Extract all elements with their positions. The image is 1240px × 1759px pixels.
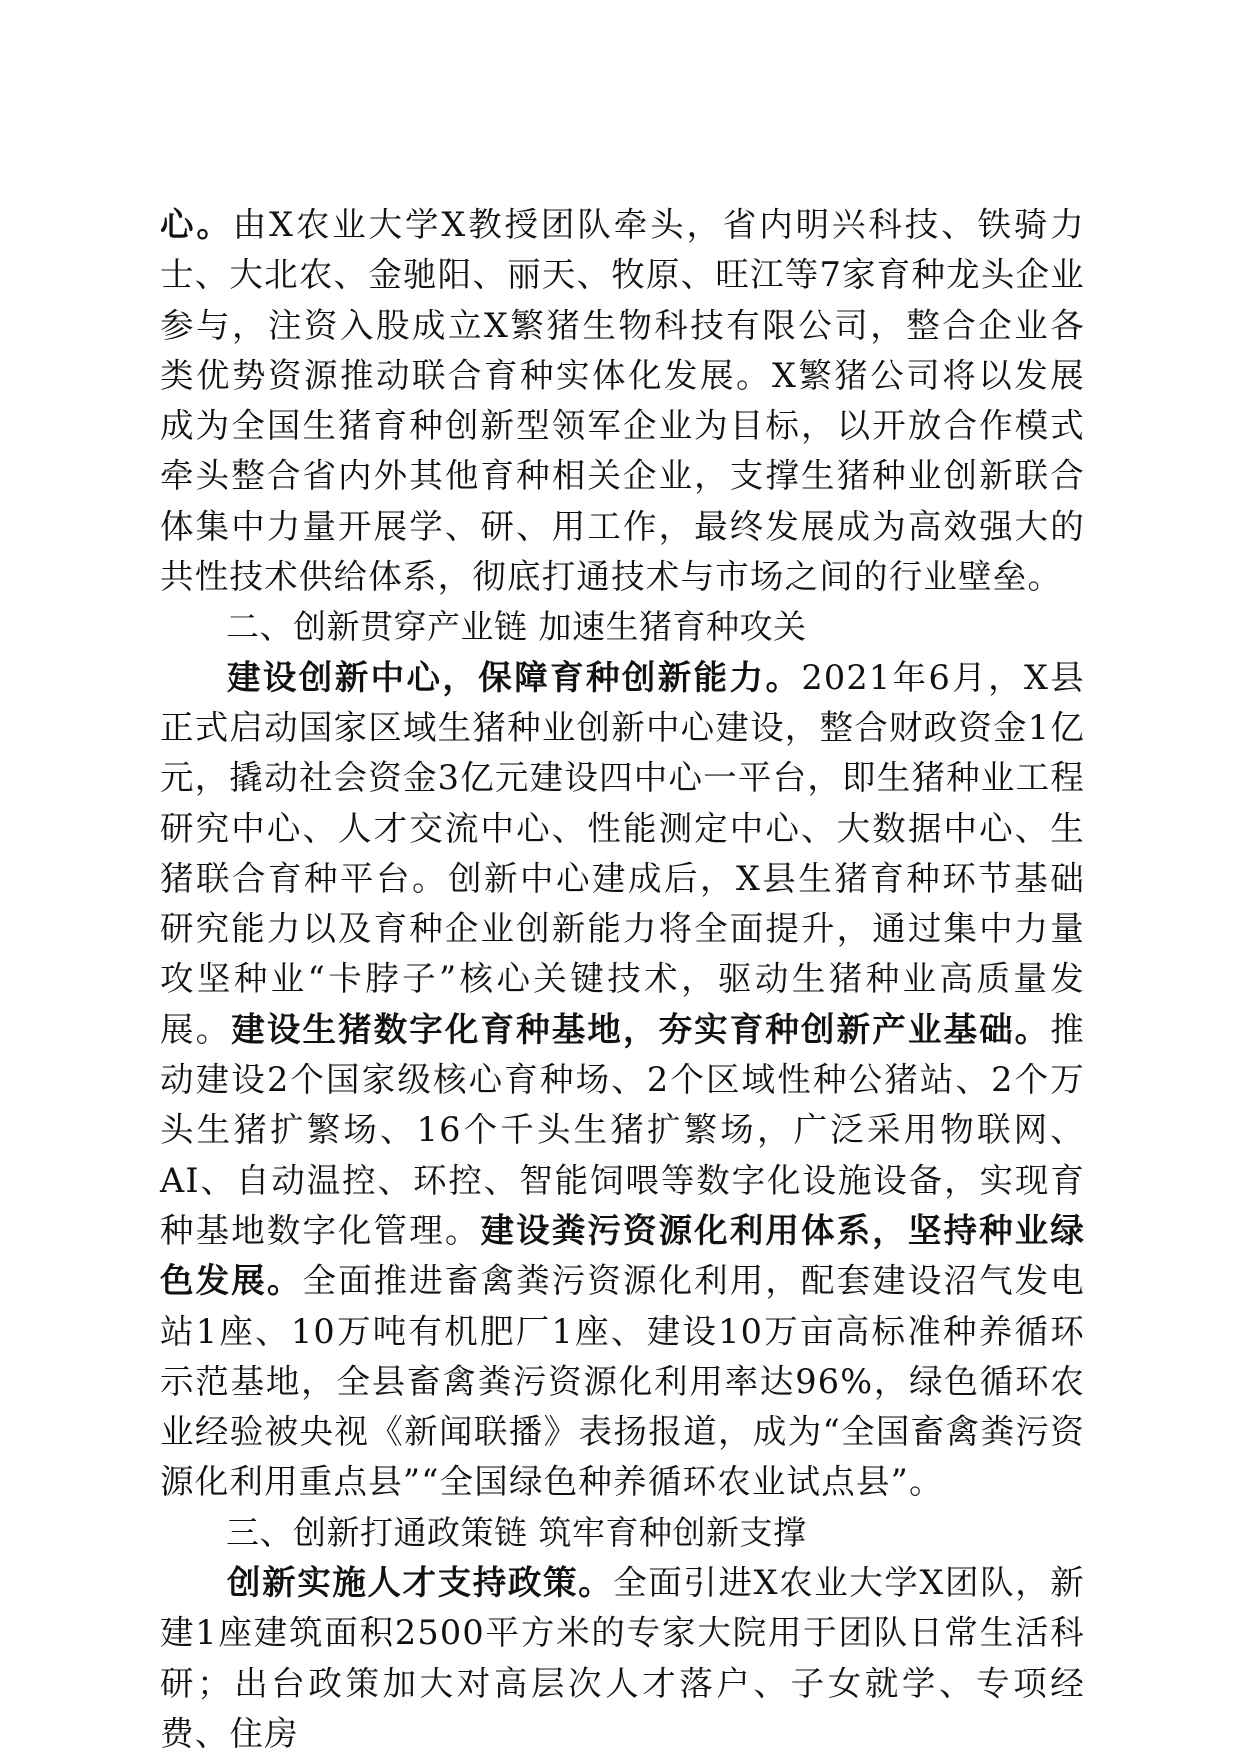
paragraph-2-bold-3: 建设粪污资源化利用体系，坚持种业绿色发展。 bbox=[160, 1210, 1085, 1301]
paragraph-1-lead: 心。 bbox=[160, 205, 233, 244]
paragraph-2-text-3: 全面推进畜禽粪污资源化利用，配套建设沼气发电站1座、10万吨有机肥厂1座、建设10万亩高标准种养循环示范基地，全县畜禽粪污资源化利用率达96%，绿色循环农业经验被央视《新闻联播》表扬报道，成为“全国畜禽粪污资源化利用重点县”“全国绿色种养循环农业试点县”。 bbox=[160, 1261, 1085, 1502]
section-heading-2: 二、创新贯穿产业链 加速生猪育种攻关 bbox=[226, 607, 807, 647]
paragraph-2-text-2: 推动建设2个国家级核心育种场、2个区域性种公猪站、2个万头生猪扩繁场、16个千头生猪扩繁场，广泛采用物联网、AI、自动温控、环控、智能饲喂等数字化设施设备，实现育种基地数字化管理。 bbox=[160, 1009, 1085, 1250]
paragraph-2-bold-2: 建设生猪数字化育种基地，夯实育种创新产业基础。 bbox=[231, 1009, 1051, 1049]
paragraph-2-text-1: 2021年6月，X县正式启动国家区域生猪种业创新中心建设，整合财政资金1亿元，撬动社会资金3亿元建设四中心一平台，即生猪种业工程研究中心、人才交流中心、性能测定中心、大数据中心、生猪联合育种平台。创新中心建成后，X县生猪育种环节基础研究能力以及育种企业创新能力将全面提升，通过集中力量攻坚种业“卡脖子”核心关键技术，驱动生猪种业高质量发展。 bbox=[160, 657, 1086, 1049]
paragraph-3-text-1: 全面引进X农业大学X团队，新建1座建筑面积2500平方米的专家大院用于团队日常生活科研；出台政策加大对高层次人才落户、子女就学、专项经费、住房 bbox=[160, 1563, 1086, 1753]
section-heading-3: 三、创新打通政策链 筑牢育种创新支撑 bbox=[226, 1512, 807, 1552]
paragraph-1-text: 由X农业大学X教授团队牵头，省内明兴科技、铁骑力士、大北农、金驰阳、丽天、牧原、旺江等7家育种龙头企业参与，注资入股成立X繁猪生物科技有限公司，整合企业各类优势资源推动联合育种实体化发展。X繁猪公司将以发展成为全国生猪育种创新型领军企业为目标，以开放合作模式牵头整合省内外其他育种相关企业，支撑生猪种业创新联合体集中力量开展学、研、用工作，最终发展成为高效强大的共性技术供给体系，彻底打通技术与市场之间的行业壁垒。 bbox=[160, 205, 1086, 597]
paragraph-2 bbox=[160, 653, 1085, 1508]
paragraph-2-bold-1: 建设创新中心，保障育种创新能力。 bbox=[227, 657, 802, 697]
paragraph-1 bbox=[160, 200, 1085, 602]
paragraph-3 bbox=[160, 1558, 1085, 1759]
paragraph-3-bold-1: 创新实施人才支持政策。 bbox=[227, 1563, 614, 1603]
document-page bbox=[160, 200, 1085, 1759]
